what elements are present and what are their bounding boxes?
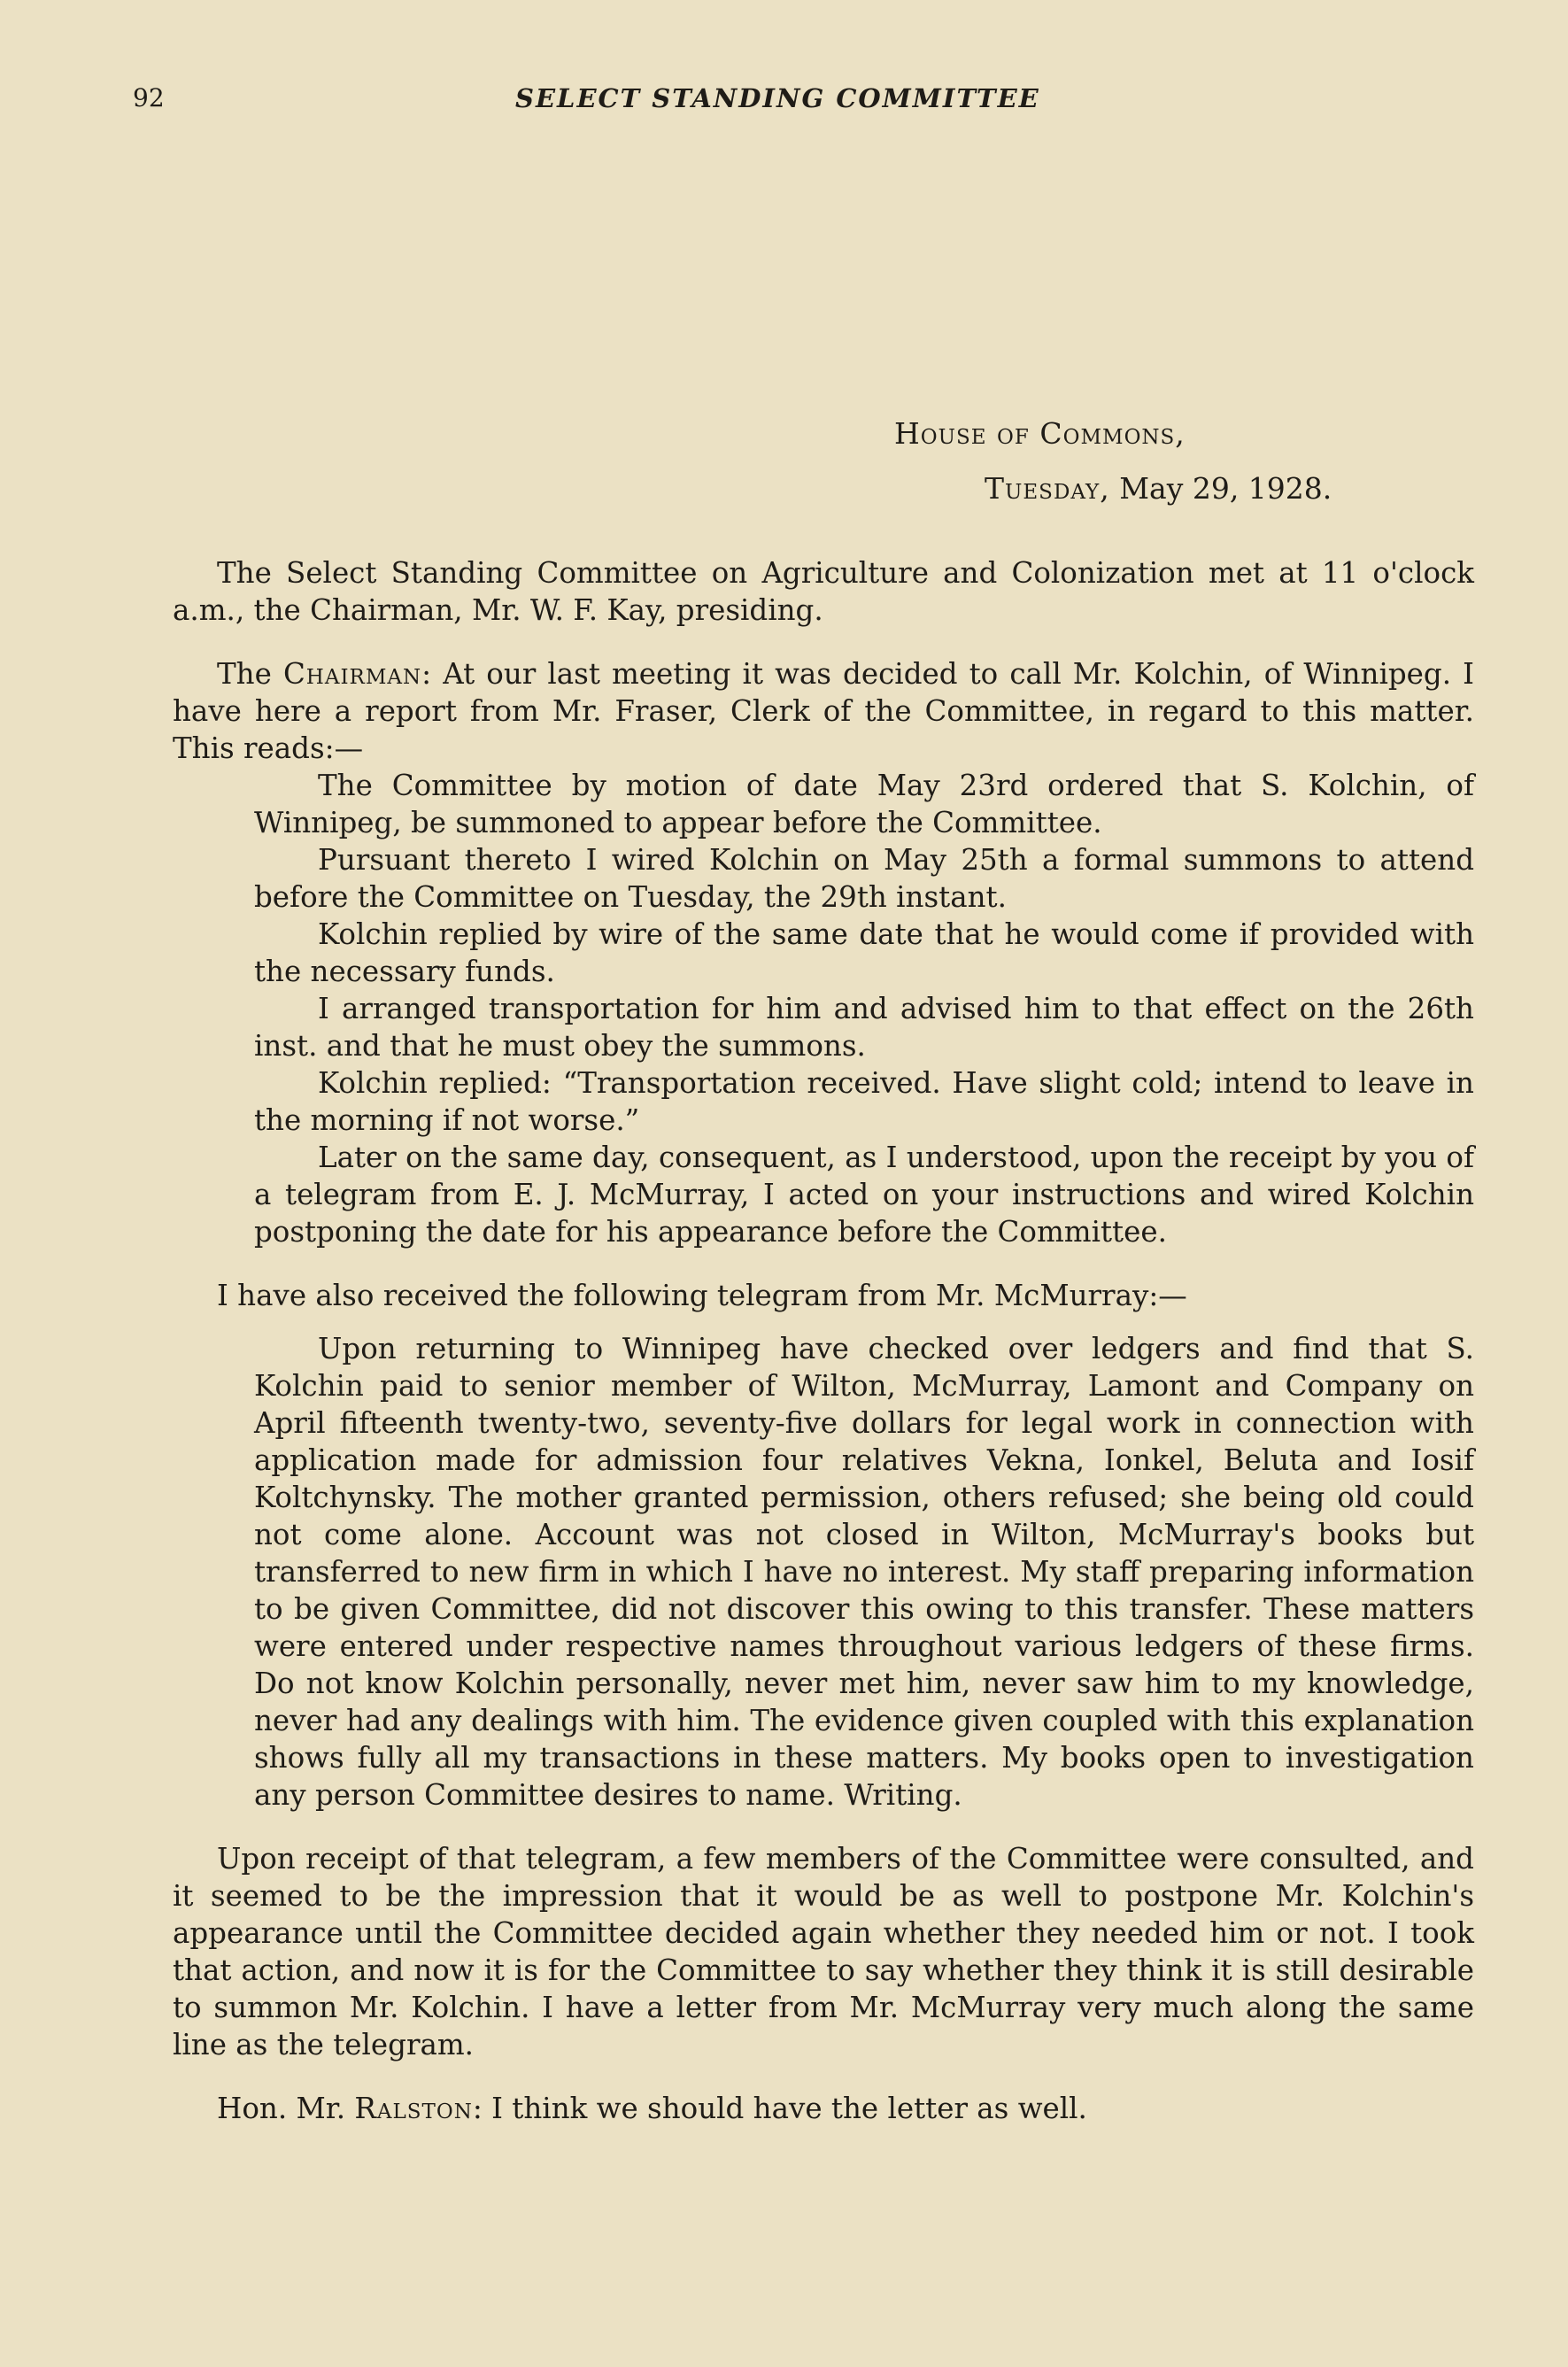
report-paragraph: Pursuant thereto I wired Kolchin on May 25th a formal summons to attend before the Committee on Tuesday, the 29th instant.	[254, 843, 1474, 914]
ralston-prefix: Hon. Mr.	[217, 2092, 346, 2125]
paragraph-opening: The Select Standing Committee on Agriculture and Colonization met at 11 o'clock a.m., the Chairman, Mr. W. F. Kay, presiding.	[173, 556, 1474, 627]
dateline-day: Tuesday,	[985, 471, 1110, 506]
speaker-chairman: Chairman	[282, 657, 422, 691]
report-paragraph: Later on the same day, consequent, as I understood, upon the receipt by you of a telegram from E. J. McMurray, I acted on your instructions and wired Kolchin postponing the date for his appearance before the Committee.	[254, 1141, 1474, 1249]
page-number: 92	[133, 83, 165, 112]
report-paragraph: I arranged transportation for him and advised him to that effect on the 26th inst. and that he must obey the summons.	[254, 992, 1474, 1063]
dateline-date	[985, 471, 1332, 506]
report-paragraph: Kolchin replied: “Transportation received. Have slight cold; intend to leave in the morning if not worse.”	[254, 1066, 1474, 1137]
report-paragraph: Kolchin replied by wire of the same date that he would come if provided with the necessary funds.	[254, 917, 1474, 988]
chairman-statement: : At our last meeting it was decided to call Mr. Kolchin, of Winnipeg. I have here a report from Mr. Fraser, Clerk of the Committee, in regard to this matter. This reads:—	[173, 657, 1474, 765]
running-title: SELECT STANDING COMMITTEE	[515, 83, 1040, 113]
dateline-date-text: May 29, 1928.	[1119, 471, 1332, 506]
paragraph-ralston	[173, 2090, 1474, 2127]
dateline-place: House of Commons,	[894, 416, 1186, 451]
telegram-text: Upon returning to Winnipeg have checked over ledgers and find that S. Kolchin paid to senior member of Wilton, McMurray, Lamont and Company on April fifteenth twenty-two, seventy-five dollars for legal work in connection with application made for admission four relatives Vekna, Ionkel, Beluta and Iosif Koltchynsky. The mother granted permission, others refused; she being old could not come alone. Account was not closed in Wilton, McMurray's books but transferred to new firm in which I have no interest. My staff preparing information to be given Committee, did not discover this owing to this transfer. These matters were entered under respective names throughout various ledgers of these firms. Do not know Kolchin personally, never met him, never saw him to my knowledge, never had any dealings with him. The evidence given coupled with this explanation shows fully all my transactions in these matters. My books open to investigation any person Committee desires to name. Writing.	[254, 1332, 1474, 1812]
clerk-report	[254, 767, 1474, 1250]
chairman-prefix: The	[217, 657, 272, 691]
telegram	[254, 1330, 1474, 1814]
paragraph-chairman	[173, 655, 1474, 767]
report-paragraph: The Committee by motion of date May 23rd ordered that S. Kolchin, of Winnipeg, be summoned to appear before the Committee.	[254, 769, 1474, 839]
body-text	[173, 554, 1474, 2127]
running-head	[133, 83, 1089, 119]
ralston-statement: : I think we should have the letter as well.	[472, 2092, 1087, 2125]
paragraph-telegram-intro: I have also received the following telegram from Mr. McMurray:—	[217, 1279, 1187, 1312]
paragraph-postponement: Upon receipt of that telegram, a few members of the Committee were consulted, and it seemed to be the impression that it would be as well to postpone Mr. Kolchin's appearance until the Committee decided again whether they needed him or not. I took that action, and now it is for the Committee to say whether they think it is still desirable to summon Mr. Kolchin. I have a letter from Mr. McMurray very much along the same line as the telegram.	[173, 1842, 1474, 2061]
speaker-ralston: Ralston	[354, 2092, 473, 2125]
